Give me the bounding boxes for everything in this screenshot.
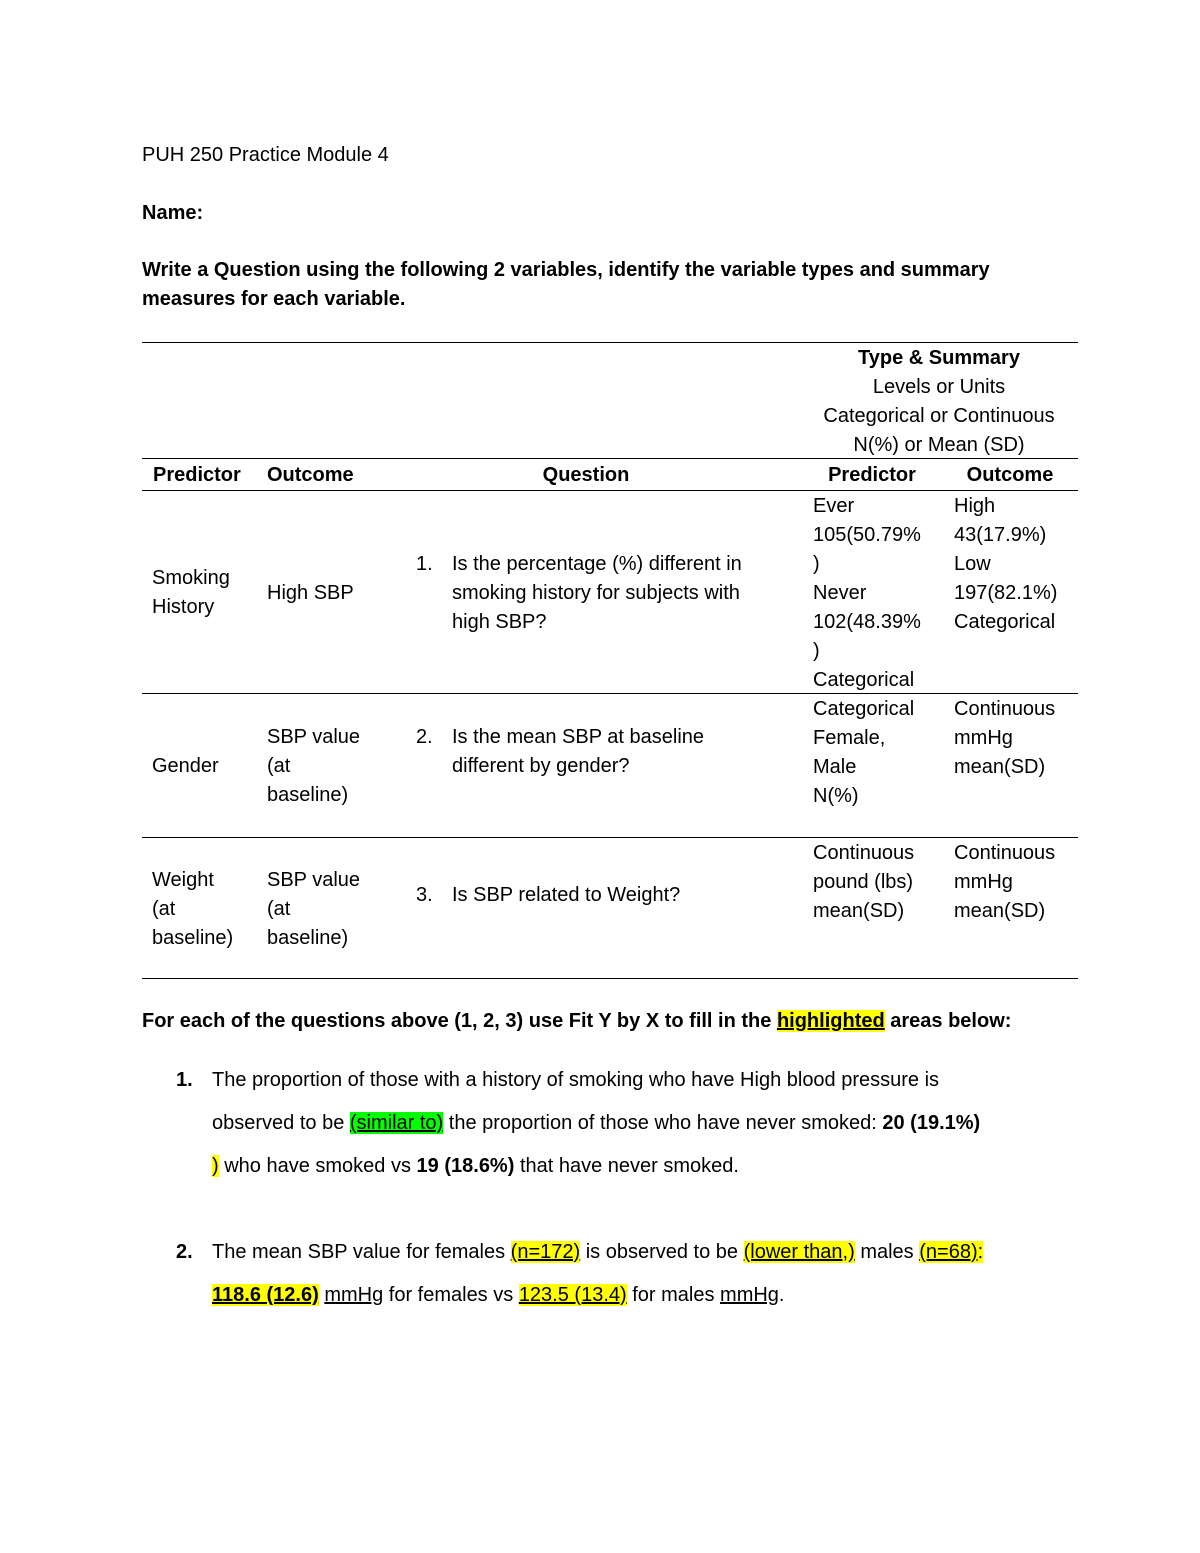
cell-line: mean(SD): [813, 900, 905, 922]
table-row-2-number: 2.: [416, 726, 433, 748]
cell-line: different by gender?: [452, 755, 630, 777]
table-row-1-number: 1.: [416, 553, 433, 575]
column-header-question: Question: [542, 464, 630, 486]
item-1-line: [212, 1102, 1082, 1145]
page-title: PUH 250 Practice Module 4: [142, 144, 389, 166]
cell-line: Continuous: [813, 842, 915, 864]
summary-header-line: Levels or Units: [872, 376, 1006, 398]
cell-line: Male: [813, 756, 857, 778]
fill-in-item-2-number: 2.: [176, 1241, 193, 1263]
summary-header-line: N(%) or Mean (SD): [853, 434, 1025, 456]
highlight-answer: (n=172): [510, 1241, 581, 1263]
cell-line: Categorical: [813, 698, 915, 720]
answer-value: 20 (19.1%): [882, 1112, 981, 1134]
table-row-2-predictor: [152, 752, 219, 781]
column-header-type-outcome: Outcome: [966, 464, 1054, 486]
table-row-1-outcome: [267, 579, 354, 608]
item-2-line: [212, 1274, 1082, 1317]
item-1-line: [212, 1145, 1082, 1188]
item-2-line: [212, 1231, 1082, 1274]
cell-line: SBP value: [267, 869, 361, 891]
text-run: for females vs: [383, 1284, 519, 1306]
text-run: observed to be: [212, 1112, 350, 1134]
table-row-1-rule: [142, 693, 1078, 694]
highlight-answer: 123.5 (13.4): [518, 1284, 627, 1306]
table-row-1-question: [452, 550, 742, 637]
cell-line: High: [954, 495, 996, 517]
item-1-line: The proportion of those with a history of smoking who have High blood pressure is: [212, 1069, 940, 1091]
summary-header: [800, 344, 1078, 460]
table-row-3-number: 3.: [416, 884, 433, 906]
cell-line: History: [152, 596, 215, 618]
cell-line: mean(SD): [954, 900, 1046, 922]
cell-line: Smoking: [152, 567, 230, 589]
table-row-2-type-outcome: [954, 695, 1055, 782]
table-row-3-predictor: [152, 866, 233, 953]
cell-line: Female,: [813, 727, 886, 749]
table-row-2-question: [452, 723, 704, 781]
cell-line: 43(17.9%): [954, 524, 1047, 546]
cell-line: mmHg: [954, 871, 1013, 893]
cell-line: smoking history for subjects with: [452, 582, 740, 604]
cell-line: baseline): [152, 927, 234, 949]
cell-line: Continuous: [954, 842, 1056, 864]
highlight-answer: ): [212, 1155, 219, 1177]
table-row-3-outcome: [267, 866, 360, 953]
highlight-answer: (similar to): [349, 1112, 444, 1134]
instructions-line-2: measures for each variable.: [142, 288, 406, 310]
cell-line: SBP value: [267, 726, 361, 748]
fill-in-item-1-number: 1.: [176, 1069, 193, 1091]
prompt-highlight: highlighted: [776, 1010, 885, 1032]
table-row-2-outcome: [267, 723, 360, 810]
unit-text: mmHg: [324, 1284, 384, 1306]
cell-line: Is the mean SBP at baseline: [452, 726, 705, 748]
cell-line: Low: [954, 553, 991, 575]
cell-line: 197(82.1%): [954, 582, 1058, 604]
instructions-line-1: Write a Question using the following 2 variables, identify the variable types and summary: [142, 259, 990, 281]
text-run: .: [778, 1284, 785, 1306]
table-row-3-question: [452, 881, 680, 910]
summary-header-title: Type & Summary: [858, 347, 1020, 369]
cell-line: 105(50.79%: [813, 524, 921, 546]
cell-line: Continuous: [954, 698, 1056, 720]
cell-line: baseline): [267, 927, 349, 949]
answer-value: 19 (18.6%): [416, 1155, 515, 1177]
cell-line: high SBP?: [452, 611, 547, 633]
cell-line: ): [813, 640, 820, 662]
text-run: the proportion of those who have never smoked:: [443, 1112, 883, 1134]
text-run: males: [854, 1241, 920, 1263]
table-row-1-type-predictor: [813, 492, 921, 695]
fill-in-item-1: [212, 1059, 1082, 1188]
table-row-1-predictor: [152, 564, 230, 622]
prompt-text: areas below:: [884, 1010, 1012, 1032]
table-row-2-rule: [142, 837, 1078, 838]
cell-line: Weight: [152, 869, 214, 891]
cell-line: High SBP: [267, 582, 354, 604]
highlight-answer: (n=68): [919, 1241, 978, 1263]
cell-line: (at: [152, 898, 176, 920]
text-run: The mean SBP value for females: [212, 1241, 511, 1263]
cell-line: baseline): [267, 784, 349, 806]
cell-line: Ever: [813, 495, 855, 517]
text-run: for males: [626, 1284, 721, 1306]
cell-line: Categorical: [813, 669, 915, 691]
cell-line: N(%): [813, 785, 859, 807]
highlight-answer: :: [977, 1241, 984, 1263]
fill-in-prompt: [142, 1010, 1011, 1033]
column-header-predictor: Predictor: [153, 464, 241, 486]
cell-line: Categorical: [954, 611, 1056, 633]
table-top-rule: [142, 342, 1078, 343]
unit-text: mmHg: [720, 1284, 779, 1306]
table-row-2-type-predictor: [813, 695, 914, 811]
text-run: that have never smoked.: [514, 1155, 739, 1177]
prompt-text: For each of the questions above (1, 2, 3) use Fit Y by X to fill in the: [142, 1010, 777, 1032]
text-run: is observed to be: [580, 1241, 744, 1263]
fill-in-item-2: [212, 1231, 1082, 1317]
table-row-3-type-predictor: [813, 839, 914, 926]
table-row-3-type-outcome: [954, 839, 1055, 926]
name-label: Name:: [142, 202, 204, 224]
cell-line: Never: [813, 582, 867, 604]
cell-line: ): [813, 553, 820, 575]
cell-line: Is SBP related to Weight?: [452, 884, 681, 906]
cell-line: mean(SD): [954, 756, 1046, 778]
highlight-answer: 118.6 (12.6): [212, 1284, 319, 1306]
highlight-answer: (lower than,): [743, 1241, 855, 1263]
cell-line: Is the percentage (%) different in: [452, 553, 742, 575]
cell-line: (at: [267, 755, 291, 777]
column-header-type-predictor: Predictor: [828, 464, 916, 486]
text-run: who have smoked vs: [218, 1155, 417, 1177]
table-column-header-rule: [142, 490, 1078, 491]
table-row-1-type-outcome: [954, 492, 1057, 637]
cell-line: (at: [267, 898, 291, 920]
cell-line: pound (lbs): [813, 871, 914, 893]
cell-line: mmHg: [954, 727, 1013, 749]
column-header-outcome: Outcome: [267, 464, 354, 486]
summary-header-line: Categorical or Continuous: [823, 405, 1055, 427]
cell-line: 102(48.39%: [813, 611, 921, 633]
table-bottom-rule: [142, 978, 1078, 979]
cell-line: Gender: [152, 755, 219, 777]
